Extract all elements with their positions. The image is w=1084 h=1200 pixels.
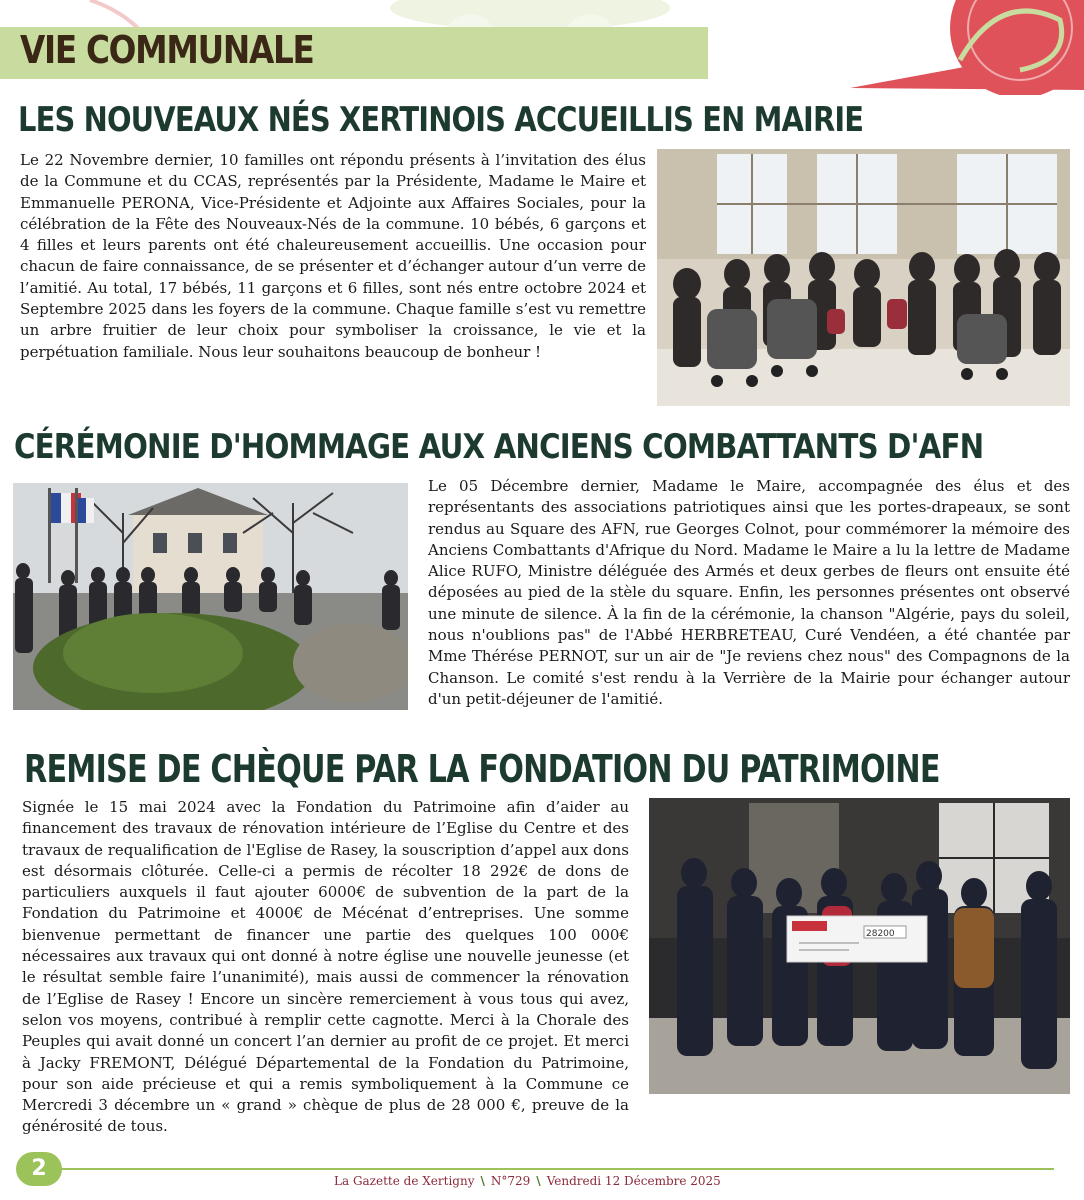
footer-separator: \ <box>536 1174 541 1188</box>
footer-date: Vendredi 12 Décembre 2025 <box>546 1174 721 1188</box>
footer-issue: N°729 <box>490 1174 531 1188</box>
cheque-amount: 28200 <box>866 929 895 939</box>
article-1-title: LES NOUVEAUX NÉS XERTINOIS ACCUEILLIS EN MAIRIE <box>18 100 864 140</box>
article-3-title: REMISE DE CHÈQUE PAR LA FONDATION DU PATRIMOINE <box>24 747 940 791</box>
page-number: 2 <box>16 1152 62 1186</box>
newborns-photo <box>657 149 1070 406</box>
article-3-body: Signée le 15 mai 2024 avec la Fondation du Patrimoine afin d’aider au financement des travaux de rénovation intérieure de l’Eglise du Centre et des travaux de requalification de l'Eglise de Rasey, la souscription d’appel aux dons est désormais clôturée. Celle-ci a permis de récolter 18 292€ de dons de particuliers auxquels il faut ajouter 6000€ de subvention de la part de la Fondation du Patrimoine et 4000€ de Mécénat d’entreprises. Une somme bienvenue permettant de financer une partie des quelques 100 000€ nécessaires aux travaux qui ont donné à notre église une nouvelle jeunesse (et le résultat semble faire l’unanimité), mais aussi de commencer la rénovation de l’Eglise de Rasey ! Encore un sincère remerciement à vous tous qui avez, selon vos moyens, contribué à remplir cette cagnotte. Merci à la Chorale des Peuples qui avait donné un concert l’an dernier au profit de ce projet. Et merci à Jacky FREMONT, Délégué Départemental de la Fondation du Patrimoine, pour son aide précieuse et qui a remis symboliquement à la Commune ce Mercredi 3 décembre un « grand » chèque de plus de 28 000 €, preuve de la générosité de tous. <box>22 798 629 1136</box>
article-2-title: CÉRÉMONIE D'HOMMAGE AUX ANCIENS COMBATTANTS D'AFN <box>14 427 984 467</box>
article-1-body: Le 22 Novembre dernier, 10 familles ont répondu présents à l’invitation des élus de la Commune et du CCAS, représentés par la Présidente, Madame le Maire et Emmanuelle PERONA, Vice-Présidente et Adjointe aux Affaires Sociales, pour la célébration de la Fête des Nouveaux-Nés de la commune. 10 bébés, 6 garçons et 4 filles et leurs parents ont été chaleureusement accueillis. Une occasion pour chacun de faire connaissance, de se présenter et d’échanger autour d’un verre de l’amitié. Au total, 17 bébés, 11 garçons et 6 filles, sont nés entre octobre 2024 et Septembre 2025 dans les foyers de la commune. Chaque famille s’est vu remettre un arbre fruitier de leur choix pour symboliser la croissance, le vie et la perpétuation familiale. Nous leur souhaitons beaucoup de bonheur ! <box>20 151 646 361</box>
ceremony-photo <box>13 483 408 710</box>
cheque-photo <box>649 798 1070 1094</box>
footer-info <box>334 1174 721 1188</box>
article-2-body: Le 05 Décembre dernier, Madame le Maire, accompagnée des élus et des représentants des associations patriotiques ainsi que les portes-drapeaux, se sont rendus au Square des AFN, rue Georges Colnot, pour commémorer la mémoire des Anciens Combattants d'Afrique du Nord. Madame le Maire a lu la lettre de Madame Alice RUFO, Ministre déléguée des Armés et deux gerbes de fleurs ont ensuite été déposées au pied de la stèle du square. Enfin, les personnes présentes ont observé une minute de silence. À la fin de la cérémonie, la chanson "Algérie, pays du soleil, nous n'oublions pas" de l'Abbé HERBRETEAU, Curé Vendéen, a été chantée par Mme Thérése PERNOT, sur un air de "Je reviens chez nous" des Compagnons de la Chanson. Le comité s'est rendu à la Verrière de la Mairie pour échanger autour d'un petit-déjeuner de l'amitié. <box>428 477 1070 708</box>
section-title: VIE COMMUNALE <box>20 28 314 72</box>
footer-publication: La Gazette de Xertigny <box>334 1174 475 1188</box>
footer-divider <box>60 1168 1054 1170</box>
footer-separator: \ <box>480 1174 485 1188</box>
